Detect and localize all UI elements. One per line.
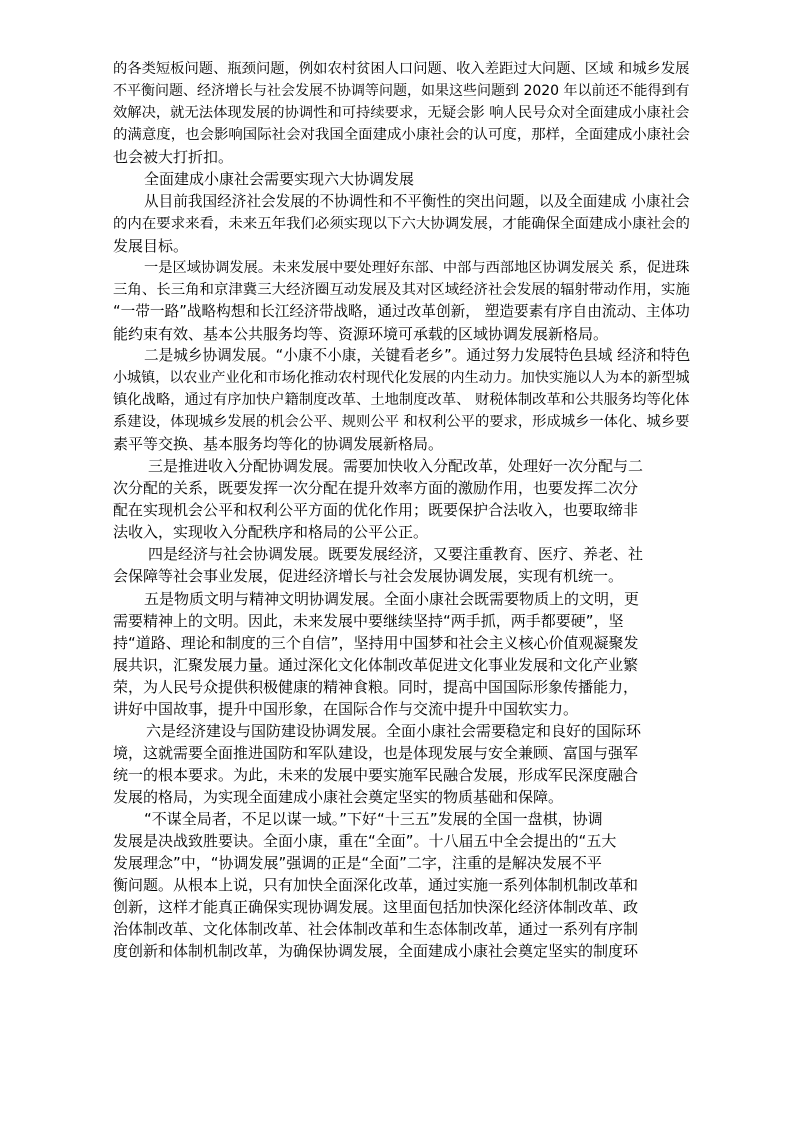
text-line: 三是推进收入分配协调发展。需要加快收入分配改革，处理好一次分配与二 (148, 457, 644, 475)
text-line: 持“道路、理论和制度的三个自信”，坚持用中国梦和社会主义核心价值观凝聚发 (113, 634, 639, 652)
text-line: 创新，这样才能真正确保实现协调发展。这里面包括加快深化经济体制改革、政 (113, 898, 639, 916)
text-line: 配在实现机会公平和权利公平方面的优化作用；既要保护合法收入，也要取缔非 (113, 501, 639, 519)
text-line: 次分配的关系，既要发挥一次分配在提升效率方面的激励作用，也要发挥二次分 (113, 479, 639, 497)
text-line: 三角、长三角和京津冀三大经济圈互动发展及其对区域经济社会发展的辐射带动作用，实施 (113, 282, 690, 298)
text-line: 能约束有效、基本公共服务均等、资源环境可承载的区域协调发展新格局。 (113, 325, 609, 343)
text-line: 需要精神上的文明。因此，未来发展中要继续坚持“两手抓，两手都要硬”，坚 (113, 612, 624, 630)
text-line: 六是经济建设与国防建设协调发展。全面小康社会需要稳定和良好的国际环 (146, 722, 642, 740)
text-line: 统一的根本要求。为此，未来的发展中要实施军民融合发展，形成军民深度融合 (113, 766, 639, 784)
text-line: 度创新和体制机制改革，为确保协调发展，全面建成小康社会奠定坚实的制度环 (113, 942, 639, 960)
text-line: 素平等交换、基本服务均等化的协调发展新格局。 (113, 435, 444, 453)
text-line: 发展的格局，为实现全面建成小康社会奠定坚实的物质基础和保障。 (113, 788, 564, 806)
text-line: “一带一路”战略构想和长江经济带战略，通过改革创新， 塑造要素有序自由流动、主体功 (113, 303, 690, 320)
text-line: 境，这就需要全面推进国防和军队建设，也是体现发展与安全兼顾、富国与强军 (113, 744, 639, 762)
text-line: 法收入，实现收入分配秩序和格局的公平公正。 (113, 523, 429, 541)
text-line: 展共识，汇聚发展力量。通过深化文化体制改革促进文化事业发展和文化产业繁 (113, 656, 639, 674)
text-line: 二是城乡协调发展。“小康不小康，关键看老乡”。通过努力发展特色县域 经济和特色 (144, 347, 691, 364)
text-line: 衡问题。从根本上说，只有加快全面深化改革，通过实施一系列体制机制改革和 (113, 876, 639, 894)
text-line: 小城镇，以农业产业化和市场化推动农村现代化发展的内生动力。加快实施以人为本的新型城 (113, 370, 690, 386)
text-line: 的各类短板问题、瓶颈问题，例如农村贫困人口问题、收入差距过大问题、区域 和城乡发展 (113, 61, 690, 77)
text-line: 讲好中国故事，提升中国形象，在国际合作与交流中提升中国软实力。 (113, 700, 579, 718)
text-line: 不平衡问题、经济增长与社会发展不协调等问题，如果这些问题到 2020 年以前还不能得到有 (113, 83, 690, 99)
text-line: 五是物质文明与精神文明协调发展。全面小康社会既需要物质上的文明，更 (144, 590, 640, 608)
section-heading: 全面建成小康社会需要实现六大协调发展 (144, 170, 415, 188)
text-line: 会保障等社会事业发展，促进经济增长与社会发展协调发展，实现有机统一。 (113, 567, 624, 585)
text-line: 治体制改革、文化体制改革、社会体制改革和生态体制改革，通过一系列有序制 (113, 920, 639, 938)
text-line: “不谋全局者，不足以谋一域。”下好“十三五”发展的全国一盘棋，协调 (144, 810, 603, 828)
text-line: 系建设，体现城乡发展的机会公平、规则公平 和权利公平的要求，形成城乡一体化、城乡要 (113, 414, 690, 430)
text-line: 从目前我国经济社会发展的不协调性和不平衡性的突出问题，以及全面建成 小康社会 (144, 193, 690, 210)
text-line: 的内在要求来看，未来五年我们必须实现以下六大协调发展，才能确保全面建成小康社会的 (113, 216, 690, 232)
text-line: 四是经济与社会协调发展。既要发展经济，又要注重教育、医疗、养老、社 (148, 545, 644, 563)
text-line: 效解决，就无法体现发展的协调性和可持续要求，无疑会影 响人民号众对全面建成小康社会 (113, 105, 690, 121)
text-line: 荣，为人民号众提供积极健康的精神食粮。同时，提高中国国际形象传播能力， (113, 678, 639, 696)
text-line: 一是区域协调发展。未来发展中要处理好东部、中部与西部地区协调发展关 系，促进珠 (144, 260, 690, 276)
text-line: 发展目标。 (113, 237, 189, 255)
text-line: 发展理念”中，“协调发展”强调的正是“全面”二字，注重的是解决发展不平 (113, 854, 602, 872)
text-line: 镇化战略，通过有序加快户籍制度改革、土地制度改革、 财税体制改革和公共服务均等化体 (113, 392, 690, 408)
text-line: 发展是决战致胜要诀。全面小康，重在“全面”。十八届五中全会提出的“五大 (113, 832, 617, 850)
text-line: 的满意度，也会影响国际社会对我国全面建成小康社会的认可度，那样，全面建成小康社会 (113, 127, 690, 143)
text-line: 也会被大打折扣。 (113, 148, 234, 166)
